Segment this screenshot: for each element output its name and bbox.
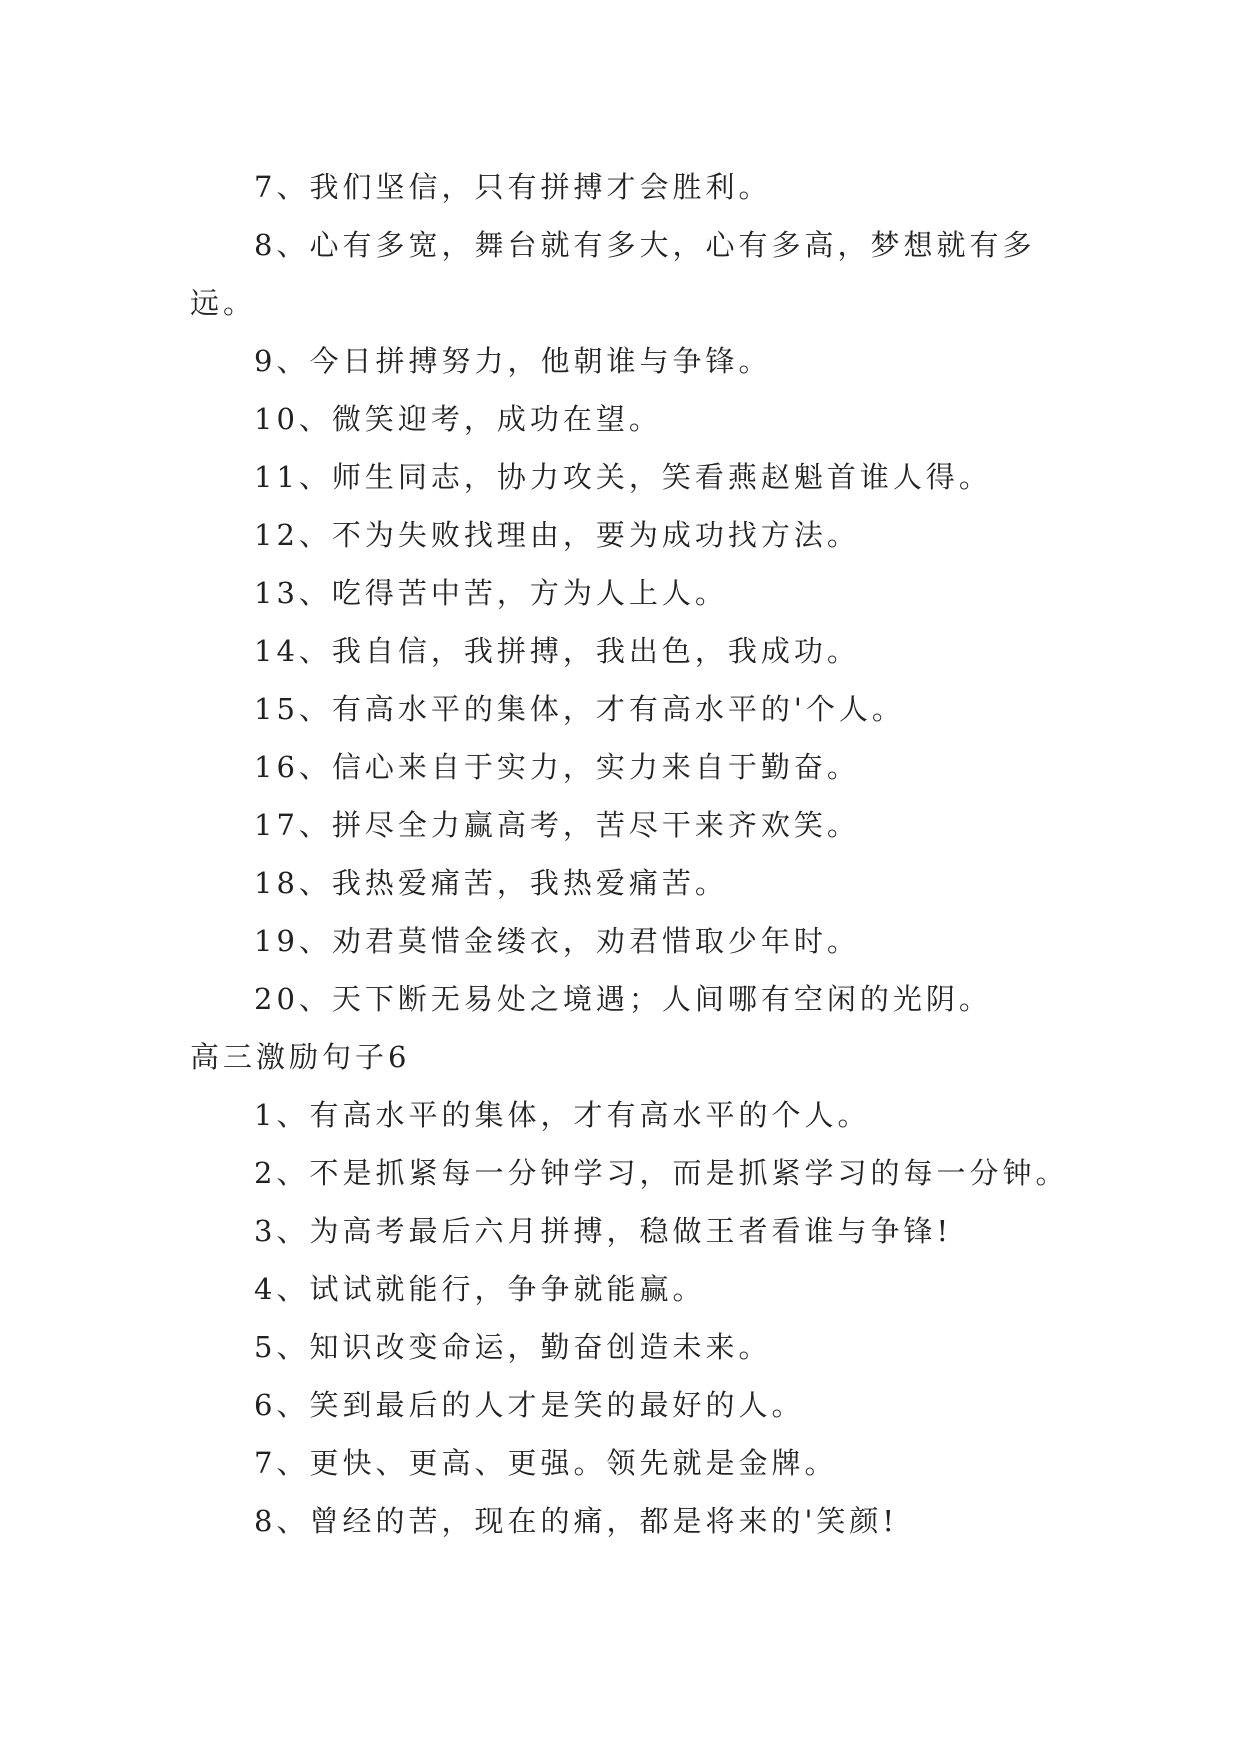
list-item: 12、不为失败找理由，要为成功找方法。: [254, 518, 860, 552]
list-item: 14、我自信，我拼搏，我出色，我成功。: [254, 634, 860, 668]
list-item: 1、有高水平的集体，才有高水平的个人。: [254, 1098, 871, 1132]
list-item: 9、今日拼搏努力，他朝谁与争锋。: [254, 344, 772, 378]
list-item: 5、知识改变命运，勤奋创造未来。: [254, 1330, 772, 1364]
document-content: [190, 158, 1070, 1550]
list-item: 2、不是抓紧每一分钟学习，而是抓紧学习的每一分钟。: [254, 1156, 1069, 1190]
list-item: 18、我热爱痛苦，我热爱痛苦。: [254, 866, 728, 900]
list-item: 11、师生同志，协力攻关，笑看燕赵魁首谁人得。: [254, 460, 992, 494]
list-item: 10、微笑迎考，成功在望。: [254, 402, 662, 436]
list-item: 4、试试就能行，争争就能赢。: [254, 1272, 706, 1306]
list-item: 16、信心来自于实力，实力来自于勤奋。: [254, 750, 860, 784]
list-item: 7、更快、更高、更强。领先就是金牌。: [254, 1446, 838, 1480]
list-item: 13、吃得苦中苦，方为人上人。: [254, 576, 728, 610]
list-item: 8、曾经的苦，现在的痛，都是将来的'笑颜!: [254, 1504, 899, 1538]
list-item: 17、拼尽全力赢高考，苦尽干来齐欢笑。: [254, 808, 860, 842]
list-item: 6、笑到最后的人才是笑的最好的人。: [254, 1388, 805, 1422]
list-item: 7、我们坚信，只有拼搏才会胜利。: [254, 170, 772, 204]
list-item: 3、为高考最后六月拼搏，稳做王者看谁与争锋!: [254, 1214, 953, 1248]
list-item: 15、有高水平的集体，才有高水平的'个人。: [254, 692, 905, 726]
section-heading: 高三激励句子6: [190, 1040, 411, 1074]
list-item: 20、天下断无易处之境遇；人间哪有空闲的光阴。: [254, 982, 992, 1016]
list-item: 19、劝君莫惜金缕衣，劝君惜取少年时。: [254, 924, 860, 958]
list-item: 8、心有多宽，舞台就有多大，心有多高，梦想就有多远。: [190, 228, 1036, 320]
